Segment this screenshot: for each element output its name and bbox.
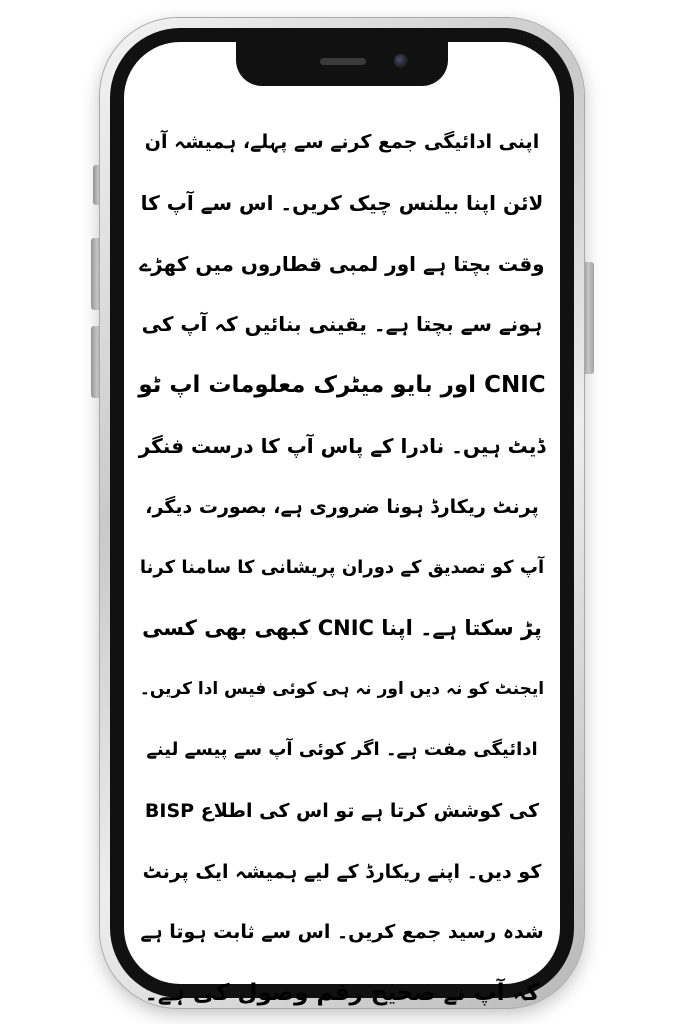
text-line: CNIC اور بایو میٹرک معلومات اپ ٹو [138,372,546,399]
text-line: آپ کو تصدیق کے دوران پریشانی کا سامنا کرنا [139,556,545,578]
phone-bezel [110,28,574,1007]
text-line: لائن اپنا بیلنس چیک کریں۔ اس سے آپ کا [140,190,544,215]
text-line: پرنٹ ریکارڈ ہونا ضروری ہے، بصورت دیگر، [145,495,539,518]
speaker-grille [320,58,366,65]
text-line: کو دیں۔ اپنے ریکارڈ کے لیے ہمیشہ ایک پرنٹ [142,860,542,883]
text-line: کہ آپ نے صحیح رقم وصول کی ہے۔ [144,980,540,1007]
text-line: شدہ رسید جمع کریں۔ اس سے ثابت ہوتا ہے [140,921,544,944]
text-line: ادائیگی مفت ہے۔ اگر کوئی آپ سے پیسے لینے [146,738,538,760]
front-camera-icon [394,54,408,68]
urdu-article-text [138,112,546,1007]
text-line: ڈیٹ ہیں۔ نادرا کے پاس آپ کا درست فنگر [138,433,546,458]
phone-frame [100,18,584,1008]
phone-screen [124,42,560,1007]
notch [236,42,448,86]
text-line: کی کوشش کرتا ہے تو اس کی اطلاع BISP [144,799,540,822]
text-line: اپنی ادائیگی جمع کرنے سے پہلے، ہمیشہ آن [144,131,540,153]
text-line: وقت بچتا ہے اور لمبی قطاروں میں کھڑے [139,251,545,276]
text-line: ہونے سے بچتا ہے۔ یقینی بنائیں کہ آپ کی [141,312,543,337]
text-line: پڑ سکتا ہے۔ اپنا CNIC کبھی بھی کسی [142,616,542,641]
text-line: ایجنٹ کو نہ دیں اور نہ ہی کوئی فیس ادا کریں۔ [139,679,545,700]
